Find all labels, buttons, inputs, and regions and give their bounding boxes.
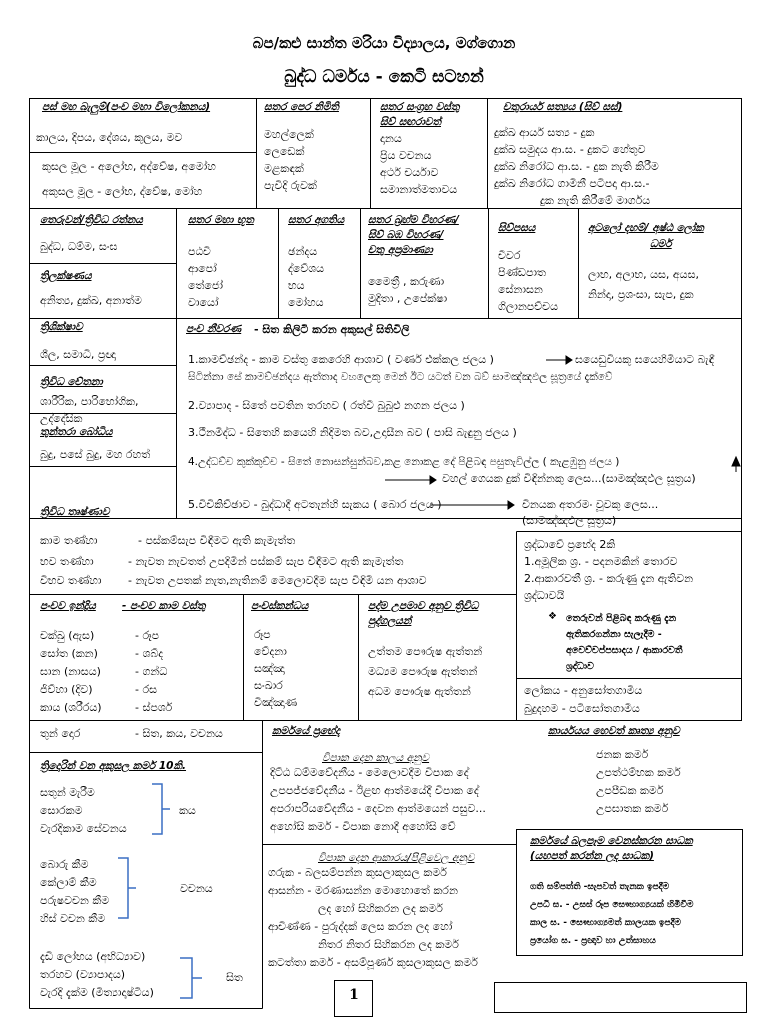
list-item: චීවර: [498, 249, 521, 262]
list-item: කේලාම් කීම: [40, 876, 97, 889]
list-item: ගිලානපච්චය: [498, 300, 558, 313]
list-item: සතුන් මැරීම: [40, 786, 95, 799]
karma-item: දිට්ඨ ධම්මවේදනීය - මෙලොවදීම විපාක දේ: [270, 766, 469, 779]
list-item: උත්තම පෞරුෂ ඇත්තන්: [368, 645, 483, 658]
diamond-bullet-icon: ❖: [548, 611, 557, 622]
thanha-term: කාම තණ්හා: [40, 534, 98, 547]
list-item: ප්‍රිය වචනය: [380, 149, 432, 162]
bodhi-text: බුදු, පසේ බුදු, මහ රහත්: [40, 448, 151, 461]
list-item: වැරදි දැක්ම (මිත්‍යාදෘෂ්ටිය): [40, 986, 154, 999]
shraddha-line1: ශ්‍රද්ධාවේ ප්‍රභේද 2කි: [524, 538, 616, 551]
karma-item: කටත්තා කර්ම - අසම්පූර්ණ කුසලාකුසල කර්ම: [268, 956, 478, 969]
vachana-label: වචනය: [180, 882, 213, 895]
list-item: සොරකම: [40, 804, 83, 817]
list-item: අධම පෞරුෂ ඇත්තන්: [368, 685, 471, 698]
list-item: දුක්ඛ සමුදය ආ.ස. - දුකට හේතුව: [494, 143, 646, 156]
nivarana-2: 2.ව්‍යාපාද - සිතේ පවතින තරහව ( රත්වී බුබුළු නගන ජලය ): [188, 399, 465, 412]
nivarana-5c: (සාමඤ්ඤඵල සූත්‍රය): [522, 514, 617, 527]
indriya-heading: පංචව ඉන්ද්‍රිය: [40, 600, 96, 612]
kusala-mula: කුසල මූල - අලෝභ, අද්වේෂ, අමෝහ: [42, 160, 216, 173]
karya-heading: කාර්යයය හෙවත් කෘත්‍ය අනුව: [548, 725, 680, 737]
list-item: මධ්‍යම පෞරුෂ ඇත්තන්: [368, 665, 478, 678]
thun-dora-term: තුන් දොර: [40, 727, 81, 740]
page-title: බුද්ධ ධර්මය - කෙටි සටහන්: [284, 67, 484, 87]
nivarana-1b: ඝයෙඩුවියකු ඝයෙහිමියාට බැඳී: [575, 353, 715, 366]
brahma-vihara-line2: මුදිතා , උපේක්ෂා: [368, 292, 448, 305]
page-number: 1: [349, 987, 359, 1003]
list-item: ලෙඩෙක්: [264, 145, 305, 158]
karma-prabheda-heading: කර්මයේ ප්‍රභේද: [272, 725, 340, 737]
agati-heading: සතර අගතිය: [288, 214, 345, 226]
chethana-line2: උද්දේසික: [40, 412, 83, 425]
theruwan-text: බුද්ධ, ධම්ම, සංඝ: [40, 240, 118, 253]
karma-item: අහෝසි කර්ම - විපාක නොදී අහෝසි වේ: [270, 820, 456, 833]
karma-item: නිතර නිතර සිහිකරන ලද කර්ම: [318, 938, 459, 951]
nivarana-4: 4.උද්ධච්ච කුක්කුච්ච - සිතේ නොසන්සුන්බව,කළ නොකළ දේ පිළිබඳ පසුතැවිල්ල ( කැළඹුනු ජලය ): [188, 456, 620, 468]
indriya-item: - ස්පර්ශ: [135, 701, 173, 714]
list-item: බොරු කීම: [40, 858, 89, 871]
brahma-vihara-heading-2: සිව් බඹ විහරණ/: [368, 229, 444, 241]
shraddha-b2: ඇතිකරගන්නා සැලැදීම -: [566, 629, 662, 640]
thanha-heading: ත්‍රිවිධ තෘෂ්ණාව: [40, 506, 110, 518]
list-item: පිණ්ඩපාත: [498, 266, 546, 279]
pas-maha-heading: පස් මහ බැලුම්(පංච මහා විලෝකනය): [42, 101, 211, 113]
karma-item: අපරාපරියවේදනීය - දෙවන ආත්මයෙන් පසුව...: [270, 802, 486, 815]
akusala-heading: ත්‍රිදොරින් වන අකුසල කර්ම 10කි.: [40, 760, 187, 772]
karma-bala-heading-2: (යහපත් කරන්න ලද සාධක): [530, 850, 654, 862]
indriya-heading-2: - පංචව කාම වස්තු: [122, 600, 206, 612]
pudgala-heading-2: පුද්ගලයන්: [368, 615, 412, 627]
nivarana-3: 3.ථීනමිද්ධ - සිතෙහි කයෙහි නිදිමත බව,උදාසීන බව ( පාසි බැඳුනු ජලය ): [188, 426, 517, 439]
list-item: දැඩි ලෝභය (අභිධ්‍යාව): [40, 950, 146, 963]
indriya-item: - ගන්ධ: [135, 665, 168, 678]
list-item: දුක නැති කිරීමේ මාර්ගය: [540, 194, 651, 207]
karma-item: උපපජ්ජවේදනීය - ඊළඟ ආත්මයේදී විපාක දේ: [270, 784, 479, 797]
list-item: තරහව (ව්‍යාපාදය): [40, 968, 126, 981]
list-item: කාල ස. - සෞභාග්‍යමත් කාලයක ඉපදීම: [530, 918, 682, 928]
brahma-vihara-heading: සතර බ්‍රහ්ම විහරණ/: [368, 214, 459, 226]
theruwan-heading: තෙරුවන්/ත්‍රිවිධ රත්නය: [40, 214, 143, 226]
trilakshana-text: අනිත්‍ය, දුක්ඛ, අනාත්ම: [40, 294, 142, 307]
kaya-label: කය: [179, 804, 196, 817]
school-name: බප/කළු සාන්ත මරියා විද්‍යාලය, මග්ගොන: [252, 34, 516, 52]
lokadharma-line1: ලාභ, අලාභ, යස, අයස,: [588, 268, 700, 281]
karma-item: ගරුක - බලසම්පන්න කුසලාකුසල කර්ම: [268, 866, 447, 879]
indriya-item: ඝාන (නාසය): [40, 665, 101, 678]
list-item: පරුෂවචන කීම: [40, 894, 110, 907]
list-item: ගති සම්පත්ති -සැපවත් තැනක ඉපදීම: [530, 882, 670, 892]
shraddha-b3: අවෙච්චප්පසාදය / ආකාරවතී: [566, 645, 683, 656]
sangraha-heading-2: සිව් සඟරාවත්: [380, 116, 442, 128]
thanha-desc: - නැවත උපතක් නැත,නැතිනම් මෙලොවදීම සැප විඳිමී යන ආශාව: [128, 574, 427, 587]
list-item: ජනක කර්ම: [596, 748, 649, 761]
lokadharma-heading-2: ධර්ම: [650, 238, 672, 250]
list-item: ප්‍රයෝග ස. - ප්‍රඥාව හා උත්සාහය: [530, 936, 656, 946]
karma-item: ලද හෝ සිහිකරන ලද කර්ම: [318, 902, 443, 915]
shraddha-line4: ශ්‍රද්ධාවයි: [524, 589, 565, 602]
nivarana-4b: වහල් ගෙයක දුක් විඳින්නකු ලෙස...(සාමඤ්ඤඵල සූත්‍රය): [442, 472, 696, 485]
trishiksha-text: ශීල, සමාධි, ප්‍රඥා: [40, 348, 116, 361]
chaturarya-heading: චතුරාර්ය සත්‍යය (සිව් සස්): [503, 101, 623, 113]
list-item: තේජෝ: [188, 279, 223, 292]
nivarana-heading: පංච නීවරණ: [186, 323, 242, 335]
list-item: විඤ්ඤාණ: [254, 696, 298, 709]
indriya-item: ජිව්හා (දිව): [40, 683, 93, 696]
nivarana-desc: - සිත කිලිටි කරන අකුසල් සිතිවිලි: [254, 323, 410, 336]
lokadharma-heading: අටලෝ දහම්/ අෂ්ඨ ලෝක: [588, 222, 704, 234]
thanha-desc: - පස්කම්සැප විඳීමට ඇති කැමැත්ත: [138, 534, 296, 547]
list-item: දුක්ඛ නිරෝධ ගාමිනී පටිපදා ආ.ස.-: [494, 177, 650, 190]
lokadharma-line2: නින්දා, ප්‍රශංසා, සැප, දුක: [588, 288, 694, 301]
bodhi-heading: තුන්තරා බෝධිය: [40, 426, 113, 438]
karma-sub2: විපාක දෙන ආකාරය/පිළිවෙල අනුව: [318, 852, 475, 864]
nivarana-5: 5.විචිකිච්ඡාව - බුද්ධාදී අටතැන්හි සැකය ( බොර ජලය ): [188, 498, 442, 511]
chethana-heading: ත්‍රිවිධ චේතනා: [40, 376, 103, 388]
nivarana-1: 1.කාමච්ඡන්ද - කාම වස්තු කෙරෙහි ආශාව ( වර්ණ එක්කල ජලය ): [188, 353, 494, 366]
brahma-vihara-heading-3: චතු අප්‍රමාණ්‍යා: [368, 244, 433, 256]
satara-pera-heading: සතර පෙර නිමිති: [264, 101, 339, 113]
skandha-heading: පංචස්කන්ධය: [251, 600, 309, 612]
indriya-item: - රස: [135, 683, 158, 696]
thanha-term: භව තණ්හා: [40, 555, 94, 568]
indriya-item: චක්ඛු (ඇස): [40, 629, 95, 642]
sitha-label: සිත: [226, 971, 243, 984]
list-item: මෝහය: [288, 296, 324, 309]
karma-bala-heading: කර්මයේ බලපෑම වෙනස්කරන සාධක: [530, 835, 693, 847]
list-item: සේනාසන: [498, 283, 543, 296]
list-item: උපධි ස. - උසස් රූප සෞභාග්‍යයක් හිමිවීම: [530, 900, 694, 910]
sangraha-heading: සතර සංග්‍රහ වස්තු: [380, 101, 460, 113]
indriya-item: - ශබ්ද: [135, 647, 164, 660]
trishiksha-heading: ත්‍රිශික්ෂාව: [40, 321, 83, 333]
list-item: හිස් වචන කීම: [40, 912, 106, 925]
thanha-desc: - නැවත නැවතත් උපදිමින් පස්කම් සැප විඳීමට ඇති කැමැත්ත: [128, 555, 404, 568]
list-item: වායෝ: [188, 296, 219, 309]
list-item: භය: [288, 279, 305, 292]
list-item: දුක්ඛ නිරෝධ ආ.ස. - දුක නැති කිරීම: [494, 160, 659, 173]
shraddha-line2: 1.අමූලික ශ්‍ර. - පදනමකින් තොරව: [524, 555, 678, 568]
indriya-item: කාය (ශරීරය): [40, 701, 102, 714]
indriya-item: - රූප: [135, 629, 160, 642]
shraddha-b1: තෙරුවන් පිළිබඳ කරුණු දැන: [566, 613, 677, 624]
list-item: වේදනා: [254, 645, 287, 658]
list-item: දුක්ඛ ආර්ය සත්‍ය - දුක: [494, 126, 595, 139]
nivarana-1c: සිටින්නා සේ කාමච්ඡන්දය ඇත්තාද වහලෙකු මෙන් ඊට යටත් වන බව් සාමඤ්ඤඵල සූත්‍රයේ දැක්වේ: [188, 371, 613, 383]
lokaya-line2: බුදුදහම - පටිසෝතගාමීය: [524, 702, 640, 715]
list-item: උපත්ථම්භක කර්ම: [596, 766, 681, 779]
karma-item: ආසන්න - මරණාසන්න මොහොතේ කරන: [268, 884, 458, 897]
list-item: සමානාත්මතාවය: [380, 183, 458, 196]
list-item: මහල්ලෙක්: [264, 128, 314, 141]
trilakshana-heading: ත්‍රිලක්ෂණය: [40, 270, 92, 282]
shraddha-line3: 2.ආකාරවතී ශ්‍ර. - කරුණු දැන ඇතිවන: [524, 572, 694, 585]
list-item: රූප: [254, 628, 271, 641]
list-item: සඤ්ඤා: [254, 662, 285, 675]
list-item: වැරදිකාම සේවනය: [40, 822, 127, 835]
pudgala-heading: පද්ම උපමාව අනුව ත්‍රිවිධ: [368, 600, 479, 612]
list-item: ආපෝ: [188, 262, 217, 275]
list-item: පැවිදි රුවක්: [264, 179, 317, 192]
sivpasaya-heading: සිව්පසය: [498, 222, 536, 234]
list-item: පඨවි: [188, 245, 211, 258]
maha-bhuta-heading: සතර මහා භූත: [188, 214, 254, 226]
list-item: ඡන්දය: [288, 245, 318, 258]
pas-maha-text: කාලය, දිපය, දේශය, කුලය, මව: [36, 131, 183, 144]
nivarana-5b: විනයක අතරමං වූවකු ලෙස...: [522, 498, 659, 511]
karma-item: ආචිණ්ණ - පුරුද්දක් ලෙස කරන ලද හෝ: [268, 920, 453, 933]
karma-sub1: විපාක දෙන කාලය අනුව: [322, 752, 430, 764]
list-item: උපපීඩක කර්ම: [596, 784, 664, 797]
chethana-line1: ශාරීරික, පාරිභෝගික,: [40, 395, 139, 408]
shraddha-b4: ශ්‍රද්ධාව: [566, 661, 595, 672]
list-item: ද්වේශය: [288, 262, 325, 275]
thun-dora-desc: - සිත, කය, වචනය: [135, 727, 223, 740]
list-item: දානය: [380, 132, 402, 145]
indriya-item: සෝත (කන): [40, 647, 98, 660]
list-item: සංඛාර: [254, 679, 283, 692]
lokaya-line1: ලෝකය - අනුසෝතගාමීය: [524, 684, 643, 697]
brahma-vihara-line1: මෛත්‍රී , කරුණා: [368, 275, 445, 288]
akusala-mula: අකුසල මූල - ලෝභ, ද්වේෂ, මෝහ: [42, 185, 203, 198]
thanha-term: විභව තණ්හා: [40, 574, 102, 587]
list-item: මළකඳක්: [264, 162, 304, 175]
list-item: අර්ථ චර්යාව: [380, 166, 439, 179]
list-item: උපඝාතක කර්ම: [596, 802, 669, 815]
